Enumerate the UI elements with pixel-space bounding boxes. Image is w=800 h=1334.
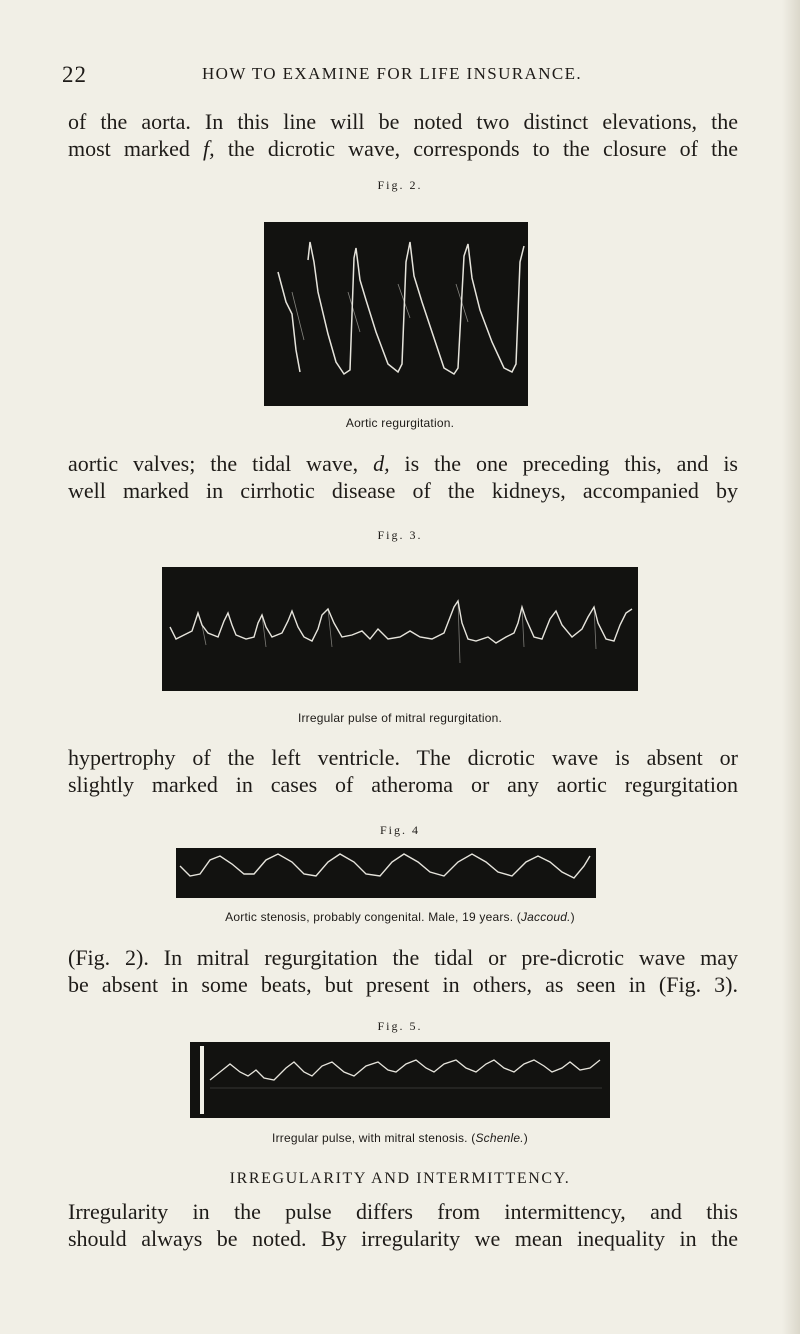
figure-2-aortic-regurgitation-trace — [264, 222, 528, 406]
text-line: aortic valves; the tidal wave, d, is the one preceding this, and is — [68, 451, 738, 476]
section-heading: IRREGULARITY AND INTERMITTENCY. — [229, 1170, 571, 1187]
text-line: (Fig. 2). In mitral regurgitation the tidal or pre-dicrotic wave may — [68, 945, 738, 970]
text-line: well marked in cirrhotic disease of the kidneys, accompanied by — [68, 478, 738, 503]
running-head — [62, 62, 742, 92]
figure-2-label: Fig. 2. — [377, 178, 423, 192]
figure-5-label: Fig. 5. — [377, 1019, 423, 1033]
text-line: should always be noted. By irregularity we mean inequality in the — [68, 1226, 738, 1251]
figure-2-caption: Aortic regurgitation. — [345, 416, 455, 430]
figure-3-caption: Irregular pulse of mitral regurgitation. — [297, 711, 503, 725]
figure-5-caption: Irregular pulse, with mitral stenosis. (Schenle.) — [272, 1131, 528, 1145]
figure-4-caption: Aortic stenosis, probably congenital. Male, 19 years. (Jaccoud.) — [225, 910, 575, 924]
text-line: of the aorta. In this line will be noted two distinct elevations, the — [68, 109, 738, 134]
text-line: be absent in some beats, but present in others, as seen in (Fig. 3). — [68, 972, 738, 997]
figure-4-aortic-stenosis-trace — [176, 848, 596, 898]
running-title: HOW TO EXAMINE FOR LIFE INSURANCE. — [202, 64, 583, 83]
text-line: Irregularity in the pulse differs from intermittency, and this — [68, 1199, 738, 1224]
text-line: hypertrophy of the left ventricle. The dicrotic wave is absent or — [68, 745, 738, 770]
text-line: most marked f, the dicrotic wave, corresponds to the closure of the — [68, 136, 738, 161]
text-line: slightly marked in cases of atheroma or any aortic regurgitation — [68, 772, 738, 797]
figure-3-mitral-regurgitation-trace — [162, 567, 638, 691]
figure-5-mitral-stenosis-trace — [190, 1042, 610, 1118]
page-number: 22 — [62, 62, 87, 87]
figure-3-label: Fig. 3. — [377, 528, 423, 542]
figure-4-label: Fig. 4 — [379, 823, 420, 837]
